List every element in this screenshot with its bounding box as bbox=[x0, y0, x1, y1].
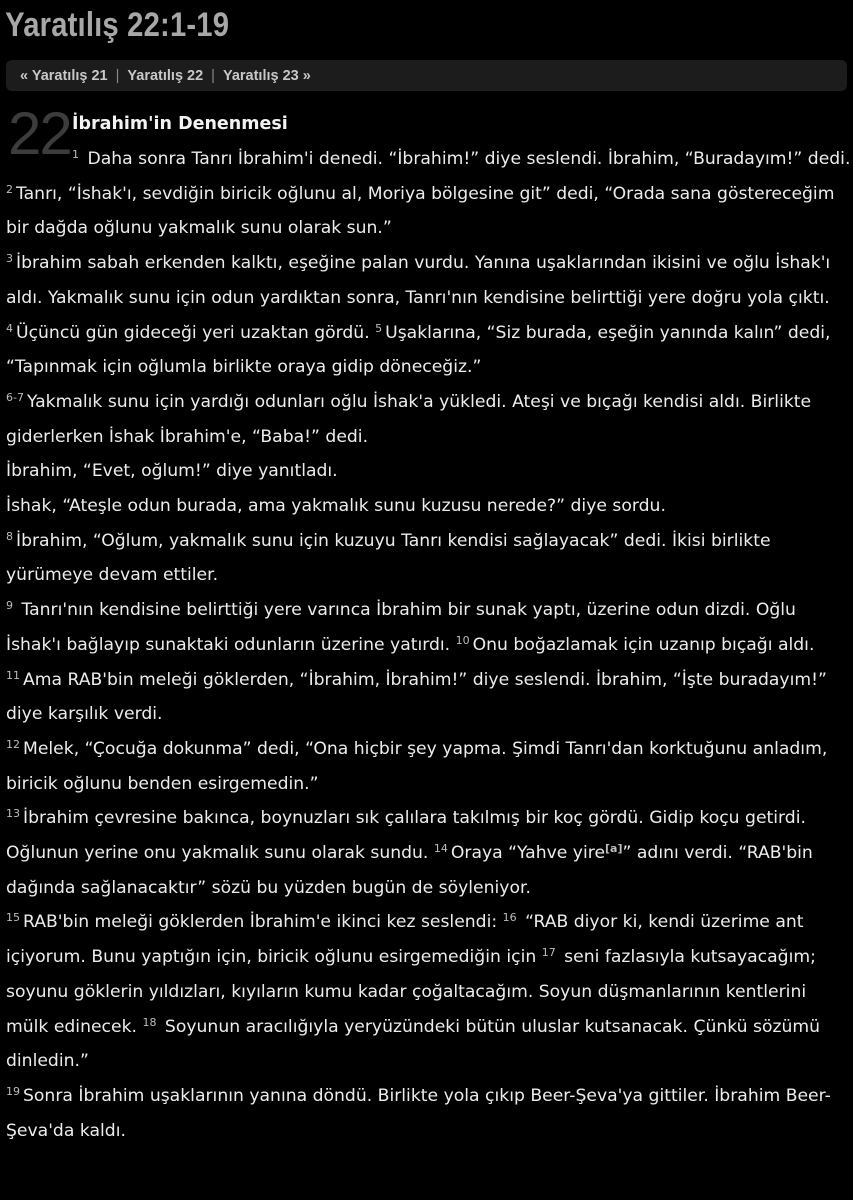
verse-text: Tanrı'nın kendisine belirttiği yere varınca İbrahim bir sunak yaptı, üzerine odun dizdi. Oğlu İshak'ı bağlayıp sunaktaki odunların üzerine yatırdı. bbox=[6, 600, 796, 655]
verse-number: 12 bbox=[6, 737, 20, 751]
verse-text: seni fazlasıyla kutsayacağım; soyunu göklerin yıldızları, kıyıların kumu kadar çoğaltacağım. Soyun düşmanlarının kentlerini mülk edinecek. bbox=[6, 947, 816, 1037]
footnote-link[interactable]: [a] bbox=[605, 842, 623, 856]
verse-text: Sonra İbrahim uşaklarının yanına döndü. Birlikte yola çıkıp Beer-Şeva'ya gittiler. İbrahim Beer-Şeva'da kaldı. bbox=[6, 1085, 831, 1141]
verse-text: Soyunun aracılığıyla yeryüzündeki bütün uluslar kutsanacak. Çünkü sözümü dinledin.” bbox=[6, 1016, 821, 1072]
chapter-number: 22 bbox=[8, 100, 71, 167]
verse-number: 17 bbox=[541, 946, 556, 960]
next-chapter-link[interactable]: Yaratılış 23 » bbox=[222, 67, 311, 84]
verse-paragraph bbox=[6, 1079, 851, 1148]
verse-text: İbrahim sabah erkenden kalktı, eşeğine palan vurdu. Yanına uşaklarından ikisini ve oğlu İshak'ı aldı. Yakmalık sunu için odun yardıktan sonra, Tanrı'nın kendisine belirttiği yere doğru yola çıktı. bbox=[6, 253, 831, 308]
nav-separator: | bbox=[211, 67, 215, 84]
verse-number: 13 bbox=[6, 807, 20, 821]
verse-text: İbrahim çevresine bakınca, boynuzları sık çalılara takılmış bir koç gördü. Gidip koçu getirdi. Oğlunun yerine onu yakmalık sunu olarak sundu. bbox=[6, 808, 806, 864]
verse-number: 9 bbox=[6, 599, 13, 613]
section-heading: İbrahim'in Denenmesi bbox=[72, 114, 288, 134]
verse-paragraph bbox=[6, 246, 851, 385]
verse-number: 15 bbox=[6, 911, 20, 925]
passage-content bbox=[6, 100, 851, 1148]
verse-number: 18 bbox=[142, 1015, 157, 1029]
verse-number: 16 bbox=[502, 911, 517, 925]
verse-number: 19 bbox=[6, 1084, 20, 1098]
page-title: Yaratılış 22:1-19 bbox=[5, 6, 230, 44]
verse-number: 4 bbox=[6, 321, 13, 335]
verse-text: İbrahim, “Oğlum, yakmalık sunu için kuzuyu Tanrı kendisi sağlayacak” dedi. İkisi birlikte yürümeye devam ettiler. bbox=[6, 530, 771, 586]
verse-text: Yakmalık sunu için yardığı odunları oğlu İshak'a yükledi. Ateşi ve bıçağı kendisi aldı. Birlikte giderlerken İshak İbrahim'e, “Baba!” dedi. bbox=[6, 391, 812, 447]
verse-paragraph bbox=[6, 385, 851, 454]
verse-text: “RAB diyor ki, kendi üzerime ant içiyorum. Bunu yaptığın için, biricik oğlunu esirgemediğin için bbox=[6, 912, 804, 968]
verse-text: Tanrı, “İshak'ı, sevdiğin biricik oğlunu al, Moriya bölgesine git” dedi, “Orada sana göstereceğim bir dağda oğlunu yakmalık sunu olarak sun.” bbox=[6, 183, 835, 239]
verse-paragraph bbox=[6, 732, 851, 801]
verse-text: Melek, “Çocuğa dokunma” dedi, “Ona hiçbir şey yapma. Şimdi Tanrı'dan korktuğunu anladım, biricik oğlunu benden esirgemedin.” bbox=[6, 738, 828, 794]
verse-text: İbrahim, “Evet, oğlum!” diye yanıtladı. bbox=[6, 461, 338, 482]
verse-text: Üçüncü gün gideceği yeri uzaktan gördü. bbox=[16, 322, 376, 343]
verse-number: 3 bbox=[6, 252, 13, 266]
verse-number: 14 bbox=[433, 842, 448, 856]
verse-number: 1 bbox=[72, 148, 79, 161]
verse-paragraph bbox=[6, 142, 851, 177]
verse-number: 11 bbox=[6, 668, 20, 682]
verse-text: Uşaklarına, “Siz burada, eşeğin yanında kalın” dedi, “Tapınmak için oğlumla birlikte oraya gidip döneceğiz.” bbox=[6, 322, 831, 378]
verse-number: 5 bbox=[375, 321, 383, 335]
verse-text: Oraya “Yahve yire bbox=[450, 843, 606, 864]
verse-text: RAB'bin meleği göklerden İbrahim'e ikinci kez seslendi: bbox=[23, 912, 503, 933]
verse-text: ” adını verdi. “RAB'bin dağında sağlanacaktır” sözü bu yüzden bugün de söyleniyor. bbox=[6, 843, 813, 898]
verse-text: Onu boğazlamak için uzanıp bıçağı aldı. bbox=[472, 634, 815, 655]
current-chapter-link[interactable]: Yaratılış 22 bbox=[127, 67, 204, 84]
verse-number: 8 bbox=[6, 529, 13, 543]
verse-number: 6-7 bbox=[6, 390, 24, 404]
nav-separator: | bbox=[115, 67, 120, 84]
verse-paragraph bbox=[6, 905, 851, 1079]
verse-paragraph bbox=[6, 801, 851, 905]
verse-paragraph bbox=[6, 593, 851, 732]
verse-paragraph bbox=[6, 524, 851, 593]
verse-paragraph bbox=[6, 177, 851, 246]
verse-text: Daha sonra Tanrı İbrahim'i denedi. “İbrahim!” diye seslendi. İbrahim, “Buradayım!” dedi. bbox=[82, 149, 851, 169]
previous-chapter-link[interactable]: « Yaratılış 21 bbox=[20, 67, 108, 84]
verse-paragraph bbox=[6, 454, 851, 489]
verse-number: 10 bbox=[455, 633, 470, 647]
verse-paragraph bbox=[6, 489, 851, 524]
verse-text: Ama RAB'bin meleği göklerden, “İbrahim, İbrahim!” diye seslendi. İbrahim, “İşte buradayım!” diye karşılık verdi. bbox=[6, 669, 827, 725]
verse-number: 2 bbox=[6, 182, 13, 196]
verse-paragraphs bbox=[6, 142, 851, 1148]
chapter-navigation bbox=[6, 60, 847, 91]
verse-text: İshak, “Ateşle odun burada, ama yakmalık sunu kuzusu nerede?” diye sordu. bbox=[6, 496, 666, 517]
